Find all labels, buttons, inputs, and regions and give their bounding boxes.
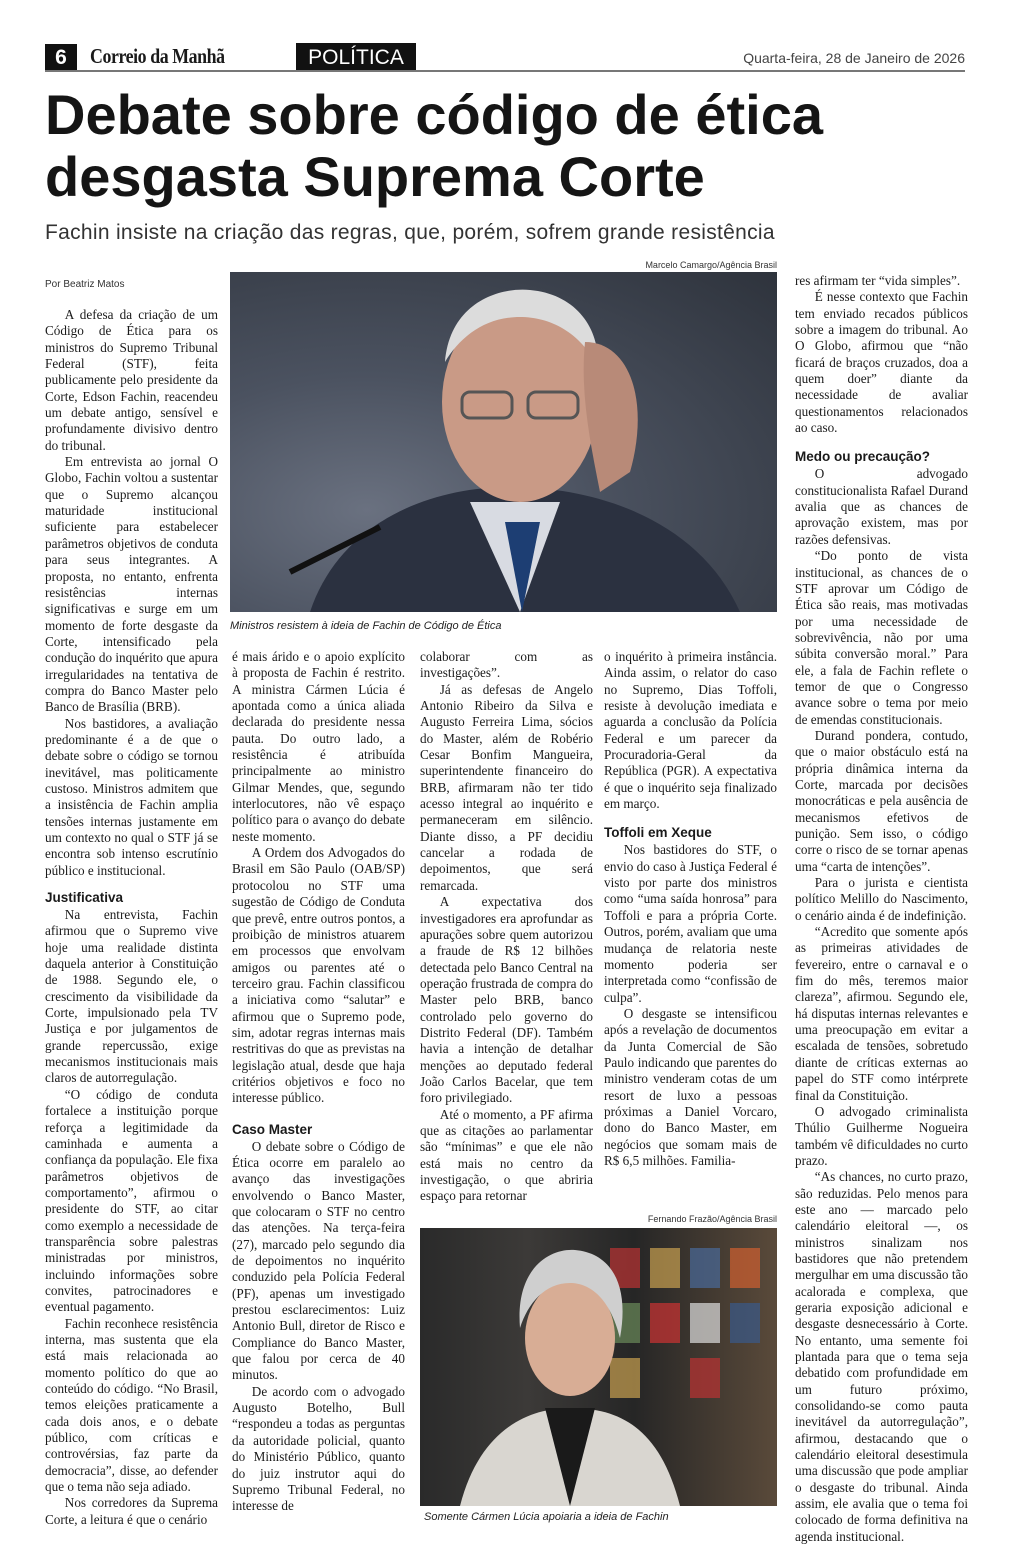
photo-credit: Marcelo Camargo/Agência Brasil [645, 260, 777, 270]
subheading-justificativa: Justificativa [45, 890, 124, 906]
paragraph: colaborar com as investigações”. [420, 649, 593, 681]
subheading-medo: Medo ou precaução? [795, 449, 931, 465]
paragraph: De acordo com o advogado Augusto Botelho, Bull “respondeu a todas as perguntas da autoridade policial, quanto do Ministério Público, quanto do juiz instrutor aqui do Supremo Tribunal Federal, no interesse de [232, 1383, 405, 1514]
article-title: Debate sobre código de ética desgasta Suprema Corte [45, 83, 823, 208]
article-subtitle: Fachin insiste na criação das regras, que, porém, sofrem grande resistência [45, 221, 775, 244]
paragraph: Já as defesas de Angelo Antonio Ribeiro da Silva e Augusto Ferreira Lima, sócios do Master, além de Robério Cesar Bonfim Mangueira, superintendente financeiro do BRB, afirmaram não ter tido acesso integral ao inquérito e permaneceram em silêncio. Diante disso, a PF decidiu cancelar a rodada de depoimentos, que será remarcada. [420, 681, 593, 893]
paragraph: Nos bastidores do STF, o envio do caso à Justiça Federal é visto por parte dos ministros como “uma saída honrosa” para Toffoli e para a própria Corte. Outros, porém, avaliam que uma mudança de relatoria neste momento poderia ser interpretada como “confissão de culpa”. [604, 842, 777, 1005]
article-column-2 [232, 649, 405, 1515]
paragraph: Até o momento, a PF afirma que as citações ao parlamentar são “mínimas” e que ele não está mais no centro da investigação, o que abriria espaço para retornar [420, 1106, 593, 1204]
paragraph: “As chances, no curto prazo, são reduzidas. Pelo menos para este ano — marcado pelo calendário eleitoral —, os ministros sinalizam nos bastidores que não pretendem mergulhar em uma discussão tão acalorada e complexa, que geraria exposição adicional e desgaste desnecessário à Corte. No entanto, uma semente foi plantada para que o tema seja debatido com profundidade em um futuro próximo, consolidando-se como pauta inevitável da autorregulação”, afirmou, destacando que o calendário eleitoral desestimula uma discussão que pode ampliar o desgaste do tribunal. Ainda assim, ele avalia que o tema foi colocado de forma definitiva na agenda institucional. [795, 1169, 968, 1544]
subheading-toffoli: Toffoli em Xeque [604, 825, 712, 841]
paragraph: Nos corredores da Suprema Corte, a leitura é que o cenário [45, 1495, 218, 1527]
paragraph: Durand pondera, contudo, que o maior obstáculo está na própria dinâmica interna da Corte, marcada por decisões monocráticas e pela ausência de mecanismos efetivos de punição. Sem isso, o código corre o risco de se tornar apenas uma “carta de intenções”. [795, 727, 968, 874]
portrait-illustration-2 [420, 1228, 777, 1506]
header-divider [45, 70, 965, 72]
paragraph: o inquérito à primeira instância. Ainda assim, o relator do caso no Supremo, Dias Toffoli, resiste à devolução imediata e aguarda a conclusão da Polícia Federal e um parecer da Procuradoria-Geral da República (PGR). A expectativa é que o inquérito seja finalizado em março. [604, 649, 777, 812]
middle-block [420, 649, 777, 1524]
photo-carmen-lucia [420, 1228, 777, 1506]
article-column-1 [45, 307, 218, 1528]
paragraph: é mais árido e o apoio explícito à proposta de Fachin é restrito. A ministra Cármen Lúcia é apontada como a única aliada declarada do presidente nessa pauta. Do outro lado, a resistência é atribuída principalmente ao ministro Gilmar Mendes, que, segundo interlocutores, não vê espaço político para o avanço do debate neste momento. [232, 649, 405, 844]
issue-date: Quarta-feira, 28 de Janeiro de 2026 [743, 50, 965, 66]
byline: Por Beatriz Matos [45, 279, 125, 290]
article-column-3 [420, 649, 593, 1205]
paragraph: Na entrevista, Fachin afirmou que o Supremo vive hoje uma realidade distinta daquela anterior à Constituição de 1988. Segundo ele, o crescimento da visibilidade da Corte, impulsionado pela TV Justiça e por julgamentos de grande repercussão, exige mecanismos institucionais mais claros de autorregulação. [45, 907, 218, 1086]
paragraph: O advogado criminalista Thúlio Guilherme Nogueira também vê dificuldades no curto prazo. [795, 1103, 968, 1168]
paragraph: O desgaste se intensificou após a revelação de documentos da Junta Comercial de São Paulo indicando que parentes do ministro venderam cotas de um resort de luxo a pessoas próximas a Daniel Vorcaro, dono do Banco Master, em negócios que somam mais de R$ 6,5 milhões. Familia- [604, 1005, 777, 1168]
paragraph: O debate sobre o Código de Ética ocorre em paralelo ao avanço das investigações envolvendo o Banco Master, que colocaram o STF no centro das atenções. Na terça-feira (27), marcado pelo segundo dia de depoimentos no inquérito conduzido pela Polícia Federal (PF), apenas um investigado prestou esclarecimentos: Luiz Antonio Bull, diretor de Risco e Compliance do Banco Master, que falou por cerca de 40 minutos. [232, 1138, 405, 1383]
paragraph: Para o jurista e cientista político Melillo do Nascimento, o cenário ainda é de indefinição. [795, 875, 968, 923]
photo-fachin [230, 272, 777, 612]
photo-caption-2: Somente Cármen Lúcia apoiaria a ideia de Fachin [424, 1510, 669, 1523]
subheading-caso-master: Caso Master [232, 1121, 313, 1137]
page-number: 6 [45, 44, 77, 72]
newspaper-masthead: Correio da Manhã [90, 44, 225, 68]
paragraph: A defesa da criação de um Código de Ética para os ministros do Supremo Tribunal Federal (STF), feita publicamente pelo presidente da Corte, Edson Fachin, reacendeu um debate antigo, sensível e profundamente divisivo dentro do tribunal. [45, 307, 218, 453]
article-header [45, 84, 995, 246]
paragraph: Em entrevista ao jornal O Globo, Fachin voltou a sustentar que o Supremo alcançou maturidade institucional suficiente para estabelecer parâmetros objetivos de conduta para seus integrantes. A proposta, no entanto, enfrenta resistências internas significativas e surge em um momento de forte desgaste da Corte, intensificado pela condução do inquérito que apura irregularidades na tentativa de compra do Banco Master pelo Banco de Brasília (BRB). [45, 454, 218, 715]
photo-caption: Ministros resistem à ideia de Fachin de Código de Ética [230, 620, 502, 632]
article-column-5 [795, 273, 968, 1545]
paragraph: A expectativa dos investigadores era aprofundar as apurações sobre quem autorizou a fraude de R$ 12 bilhões detectada pelo Banco Central na operação frustrada de compra do Master pelo BRB, banco controlado pelo governo do Distrito Federal (DF). Também havia a intenção de detalhar menções ao deputado federal João Carlos Bacelar, que tem foro privilegiado. [420, 894, 593, 1106]
paragraph: Nos bastidores, a avaliação predominante é a de que o debate sobre o código se tornou inevitável, mas politicamente custoso. Ministros admitem que a insistência de Fachin amplia tensões internas justamente em um contexto no qual o STF já se encontra sob intenso escrutínio público e institucional. [45, 715, 218, 878]
portrait-illustration [230, 272, 777, 612]
article-column-4 [604, 649, 777, 1169]
photo-credit-2: Fernando Frazão/Agência Brasil [647, 1213, 777, 1224]
paragraph: “Acredito que somente após as primeiras atividades de fevereiro, entre o carnaval e o fim do mês, teremos maior clareza”, afirmou. Segundo ele, há disputas internas relevantes e uma preocupação em evitar a escalada de tensões, sobretudo diante de críticas externas ao papel do STF como intérprete final da Constituição. [795, 924, 968, 1103]
paragraph: A Ordem dos Advogados do Brasil em São Paulo (OAB/SP) protocolou no STF uma sugestão de Código de Conduta que prevê, entre outros pontos, a proibição de ministros atuarem em processos que envolvam amigos ou parentes até o terceiro grau. Fachin classificou a iniciativa como “salutar” e afirmou que o Supremo pode, sim, adotar regras internas mais restritivas do que as previstas na legislação atual, desde que haja critérios objetivos e foco no interesse público. [232, 845, 405, 1106]
paragraph: “O código de conduta fortalece a instituição porque reforça a legitimidade da caminhada e aumenta a confiança da população. Ele fixa parâmetros objetivos de comportamento”, afirmou o presidente do STF, ao citar como exemplo a necessidade de transparência sobre palestras ministradas por ministros, incluindo informações sobre convites, patrocinadores e eventual pagamento. [45, 1086, 218, 1315]
paragraph: O advogado constitucionalista Rafael Durand avalia que as chances de aprovação existem, mas por razões defensivas. [795, 466, 968, 547]
paragraph: res afirmam ter “vida simples”. [795, 273, 961, 288]
paragraph: É nesse contexto que Fachin tem enviado recados públicos sobre a imagem do tribunal. Ao O Globo, afirmou que “não ficará de braços cruzados, doa a quem doer” diante da necessidade de avaliar questionamentos relacionados ao caso. [795, 289, 968, 436]
paragraph: Fachin reconhece resistência interna, mas sustenta que ela está mais relacionada ao momento político do que ao conteúdo do código. “No Brasil, temos eleições praticamente a cada dois anos, e o debate público, com críticas e controvérsias, faz parte da democracia”, disse, ao defender que o tema não seja adiado. [45, 1315, 218, 1495]
section-label: POLÍTICA [296, 43, 416, 72]
paragraph: “Do ponto de vista institucional, as chances de o STF aprovar um Código de Ética são reais, mas motivadas por uma necessidade de sobrevivência, não por uma súbita conversão moral.” Para ele, a fala de Fachin reflete o temor de que o Congresso avance sobre o tema por meio de emendas constitucionais. [795, 548, 968, 727]
